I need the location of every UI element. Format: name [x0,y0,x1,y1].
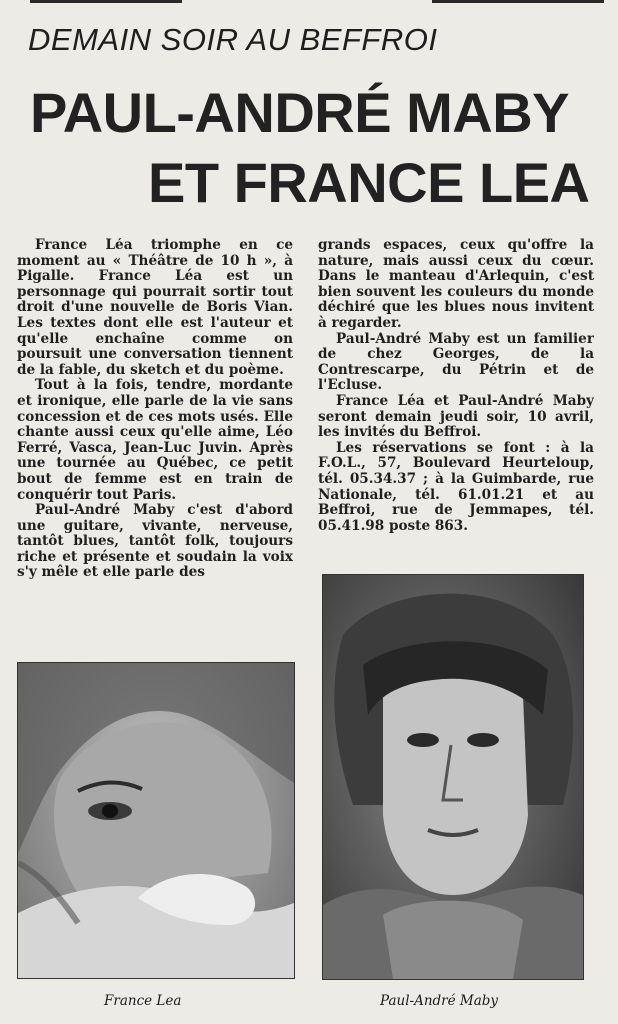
photo-caption-left: France Lea [104,993,182,1009]
paragraph: Paul-André Maby c'est d'abord une guitare, vivante, nerveuse, tantôt blues, tantôt folk, toujours riche et présente et soudain la voix s'y mêle et elle parle des [17,502,293,581]
paragraph: Paul-André Maby est un familier de chez Georges, de la Contrescarpe, du Pétrin et de l'Ecluse. [318,330,594,394]
headline-line-1: PAUL-ANDRÉ MABY [30,81,569,144]
top-rule-right [432,0,604,3]
portrait-man-image [323,575,583,979]
paragraph: France Léa triomphe en ce moment au « Théâtre de 10 h », à Pigalle. France Léa est un personnage qui pourrait sortir tout droit d'une nouvelle de Boris Vian. Les textes dont elle est l'auteur et qu'elle enchaîne comme on poursuit une conversation tiennent de la fable, du sketch et du poème. [17,238,293,378]
kicker: DEMAIN SOIR AU BEFFROI [28,22,438,57]
headline-line-2: ET FRANCE LEA [148,151,590,214]
photo-france-lea [17,662,295,979]
paragraph: France Léa et Paul-André Maby seront demain jeudi soir, 10 avril, les invités du Beffroi. [318,392,594,441]
top-rule-left [30,0,182,3]
portrait-woman-image [18,663,294,978]
photo-paul-andre-maby [322,574,584,980]
paragraph: Les réservations se font : à la F.O.L., 57, Boulevard Heurteloup, tél. 05.34.37 ; à la Guimbarde, rue Nationale, tél. 61.01.21 et au Beffroi, rue de Jemmapes, tél. 05.41.98 poste 863. [318,439,594,534]
article-column-right [318,238,594,558]
photo-caption-right: Paul-André Maby [380,993,499,1009]
paragraph: grands espaces, ceux qu'offre la nature, mais aussi ceux du cœur. Dans le manteau d'Arlequin, c'est bien souvent les couleurs du monde déchiré que les blues nous invitent à regarder. [318,238,594,331]
article-column-left [17,238,293,640]
paragraph: Tout à la fois, tendre, mordante et ironique, elle parle de la vie sans concession et de ces mots usés. Elle chante aussi ceux qu'elle aime, Léo Ferré, Vasca, Jean-Luc Juvin. Après une tournée au Québec, ce petit bout de femme est en train de conquérir tout Paris. [17,377,293,503]
